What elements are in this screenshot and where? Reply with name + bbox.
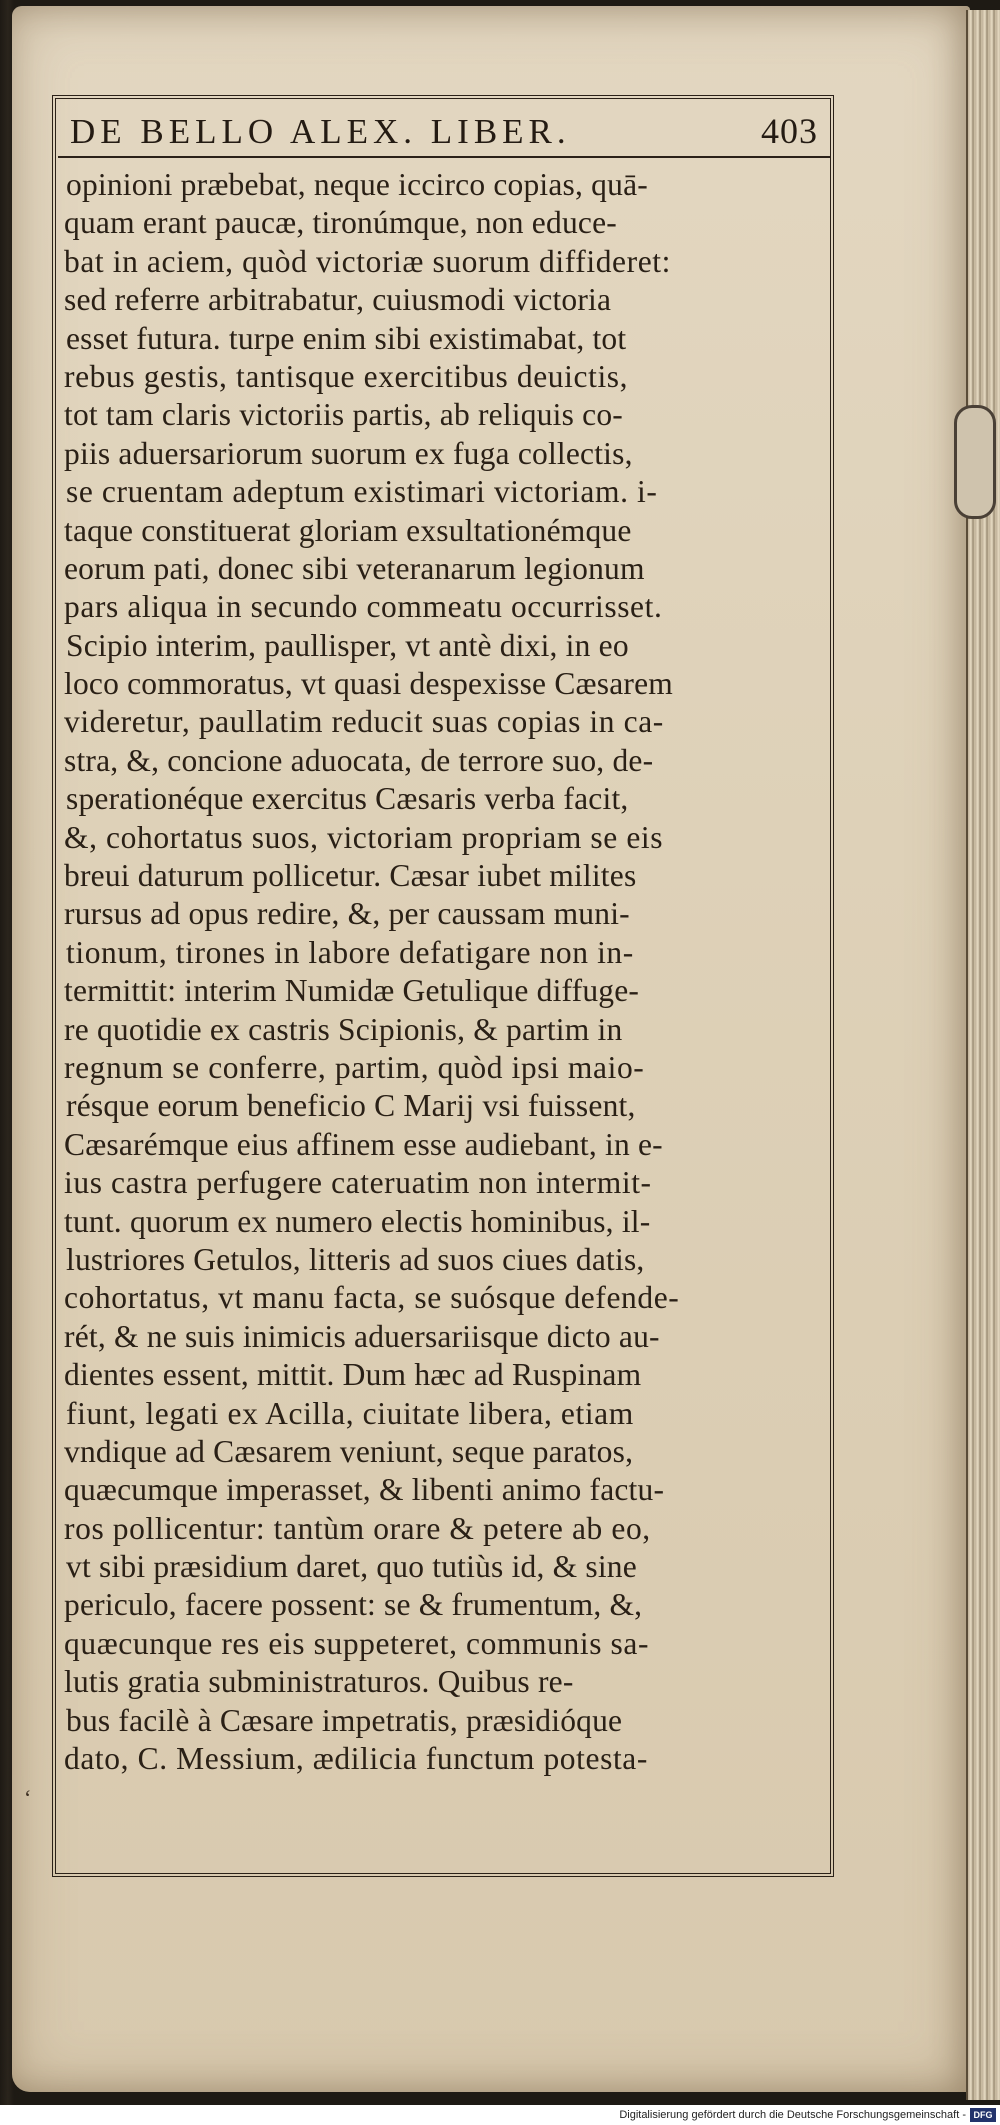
text-line: cohortatus, vt manu facta, se suósque defende-: [64, 1280, 680, 1316]
text-line: piis aduersariorum suorum ex fuga collectis,: [64, 435, 633, 471]
text-line: lustriores Getulos, litteris ad suos ciues datis,: [66, 1241, 645, 1277]
text-line: rét, & ne suis inimicis aduersariisque dicto au-: [64, 1318, 660, 1354]
book-clasp: [954, 405, 996, 519]
digitization-footer: [0, 2105, 1000, 2125]
text-line: bat in aciem, quòd victoriæ suorum diffideret:: [64, 243, 672, 279]
page-number: 403: [761, 111, 818, 151]
text-line: résque eorum beneficio C Marij vsi fuissent,: [66, 1088, 636, 1124]
text-line: Cæsarémque eius affinem esse audiebant, in e-: [64, 1126, 663, 1162]
text-line: sed referre arbitrabatur, cuiusmodi victoria: [64, 282, 612, 318]
text-line: lutis gratia subministraturos. Quibus re-: [64, 1664, 574, 1700]
text-line: opinioni præbebat, neque iccirco copias, quā-: [66, 167, 648, 202]
running-head: [58, 108, 830, 158]
text-line: tunt. quorum ex numero electis hominibus, il-: [64, 1203, 651, 1239]
text-line: ros pollicentur: tantùm orare & petere ab eo,: [64, 1510, 651, 1546]
text-line: videretur, paullatim reducit suas copias in ca-: [64, 704, 664, 740]
running-title: DE BELLO ALEX. LIBER.: [70, 112, 571, 151]
text-line: dientes essent, mittit. Dum hæc ad Ruspinam: [64, 1357, 642, 1393]
text-line: vndique ad Cæsarem veniunt, seque paratos,: [64, 1433, 634, 1469]
text-line: quæcunque res eis suppeteret, communis sa-: [64, 1625, 650, 1661]
text-line: taque constituerat gloriam exsultationémque: [64, 512, 632, 548]
text-line: tionum, tirones in labore defatigare non in-: [66, 934, 634, 970]
margin-mark: ‘: [24, 1785, 32, 1810]
text-line: pars aliqua in secundo commeatu occurrisset.: [64, 589, 663, 625]
text-line: regnum se conferre, partim, quòd ipsi maio-: [64, 1049, 645, 1085]
text-line: termittit: interim Numidæ Getulique diffuge-: [64, 973, 640, 1009]
text-line: vt sibi præsidium daret, quo tutiùs id, & sine: [66, 1549, 637, 1585]
text-line: se cruentam adeptum existimari victoriam. i-: [66, 474, 658, 510]
text-line: sperationéque exercitus Cæsaris verba facit,: [66, 781, 629, 817]
text-line: dato, C. Messium, ædilicia functum potesta-: [64, 1741, 648, 1777]
text-line: re quotidie ex castris Scipionis, & partim in: [64, 1011, 623, 1047]
text-line: Scipio interim, paullisper, vt antè dixi, in eo: [66, 627, 629, 663]
page-stack-edge: [966, 10, 1000, 2100]
text-line: loco commoratus, vt quasi despexisse Cæsarem: [64, 666, 673, 702]
text-line: esset futura. turpe enim sibi existimabat, tot: [66, 320, 627, 356]
text-line: rebus gestis, tantisque exercitibus deuictis,: [64, 358, 629, 394]
text-line: stra, &, concione aduocata, de terrore suo, de-: [64, 742, 654, 778]
text-line: periculo, facere possent: se & frumentum, &,: [64, 1587, 643, 1623]
text-line: ius castra perfugere cateruatim non intermit-: [64, 1165, 652, 1201]
text-line: &, cohortatus suos, victoriam propriam se eis: [64, 819, 664, 855]
text-line: bus facilè à Cæsare impetratis, præsidióque: [66, 1702, 623, 1738]
text-line: quam erant paucæ, tironúmque, non educe-: [64, 205, 617, 241]
funding-credit: Digitalisierung gefördert durch die Deutsche Forschungsgemeinschaft -: [619, 2109, 966, 2121]
dfg-logo: DFG: [970, 2108, 996, 2122]
text-line: rursus ad opus redire, &, per caussam muni-: [64, 896, 630, 932]
text-line: quæcumque imperasset, & libenti animo factu-: [64, 1472, 665, 1508]
body-text: [64, 166, 834, 1778]
text-line: fiunt, legati ex Acilla, ciuitate libera, etiam: [66, 1395, 634, 1431]
text-line: breui daturum pollicetur. Cæsar iubet milites: [64, 858, 637, 894]
text-line: eorum pati, donec sibi veteranarum legionum: [64, 550, 645, 586]
text-line: tot tam claris victoriis partis, ab reliquis co-: [64, 397, 623, 433]
